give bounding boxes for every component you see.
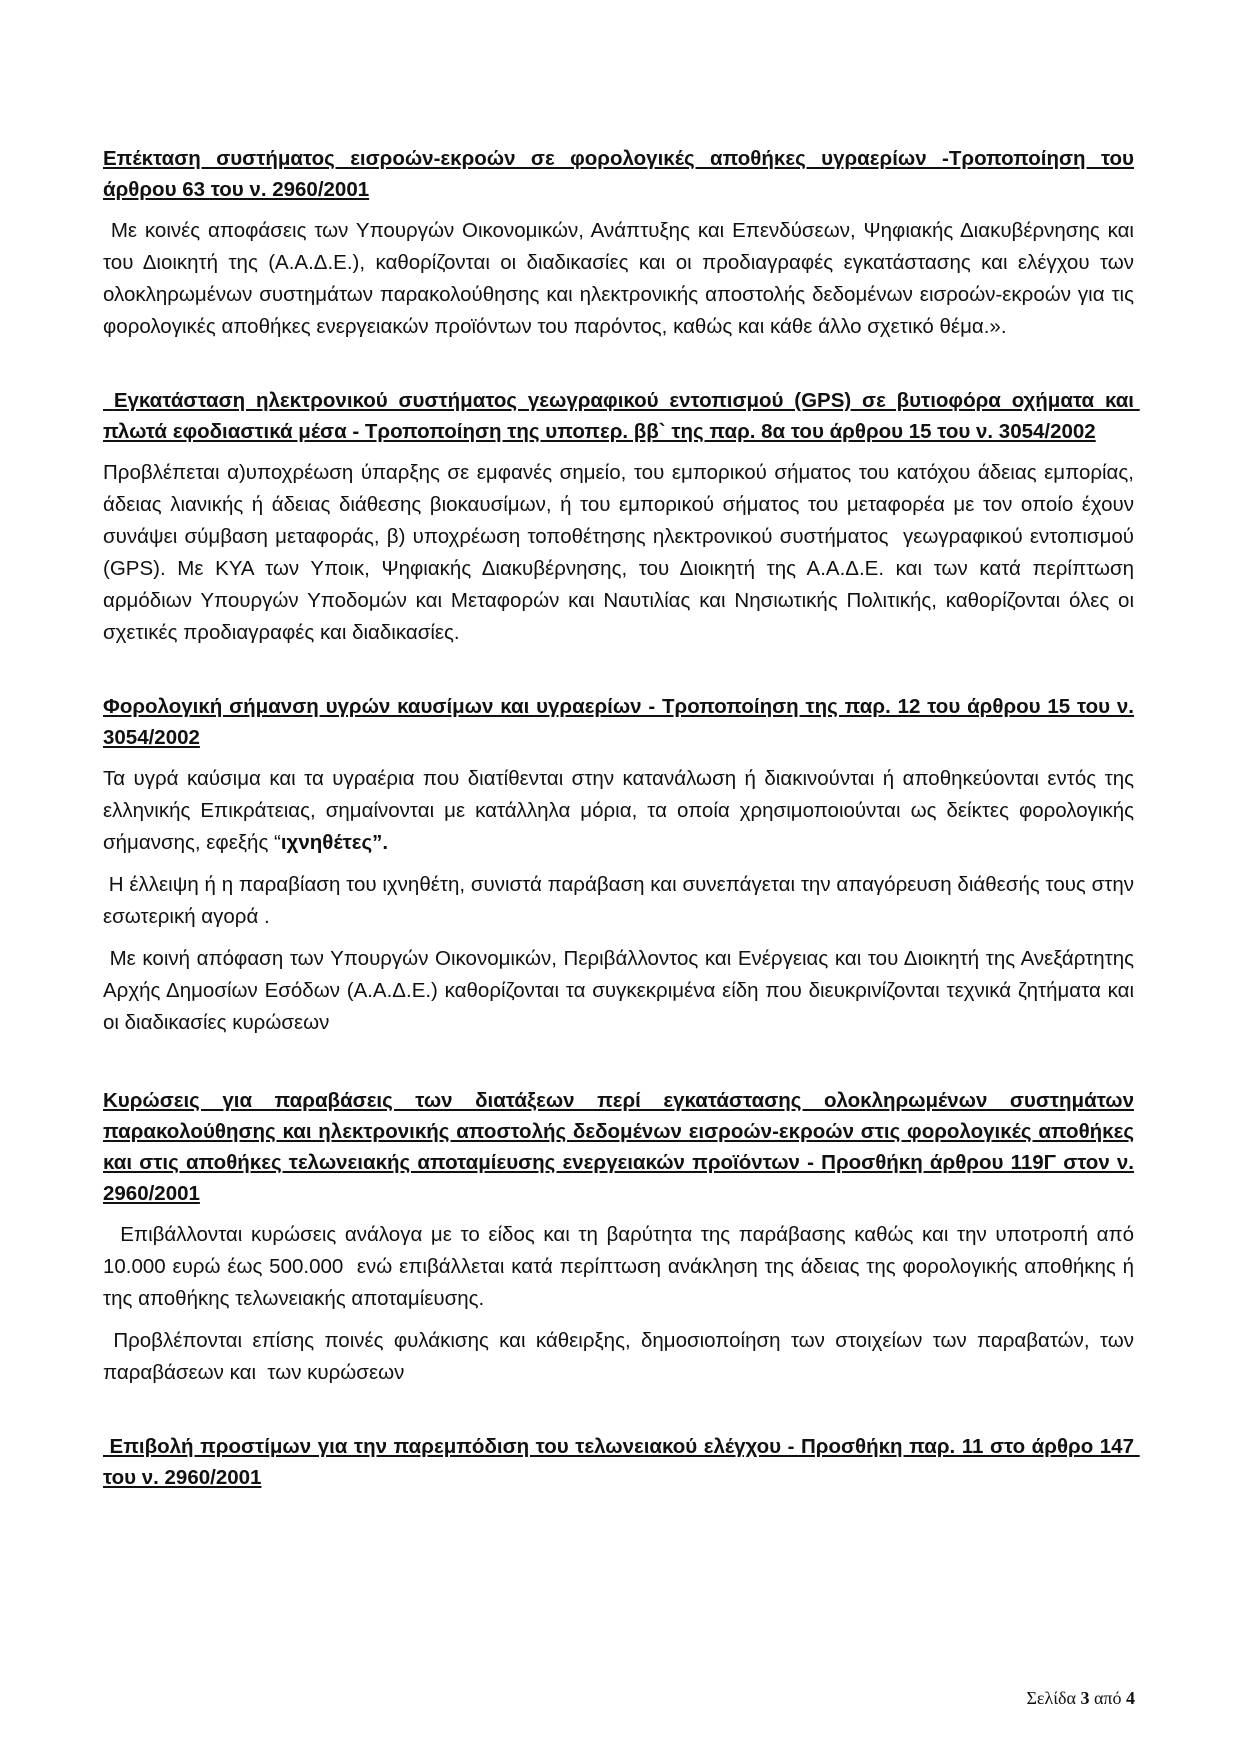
section-heading: Επέκταση συστήματος εισροών-εκροών σε φορολογικές αποθήκες υγραερίων -Τροποποίηση του άρθρου 63 του ν. 2960/2001 <box>103 147 1134 201</box>
paragraph-bold-term: ιχνηθέτες”. <box>280 831 389 854</box>
of-word: από <box>1093 1688 1122 1708</box>
section-paragraph: Με κοινές αποφάσεις των Υπουργών Οικονομικών, Ανάπτυξης και Επενδύσεων, Ψηφιακής Διακυβέρνησης και του Διοικητή της (Α.Α.Δ.Ε.), καθορίζονται οι διαδικασίες και οι προδιαγραφές εγκατάστασης και ελέγχου των ολοκληρωμένων συστημάτων παρακολούθησης και ηλεκτρονικής αποστολής δεδομένων εισροών-εκροών για τις φορολογικές αποθήκες ενεργειακών προϊόντων του παρόντος, καθώς και κάθε άλλο σχετικό θέμα.». <box>103 219 1140 338</box>
section-inflow-outflow-lpg <box>103 143 1140 343</box>
section-paragraph: Η έλλειψη ή η παραβίαση του ιχνηθέτη, συνιστά παράβαση και συνεπάγεται την απαγόρευση διάθεσής τους στην εσωτερική αγορά . <box>103 873 1140 928</box>
section-paragraph: Με κοινή απόφαση των Υπουργών Οικονομικών, Περιβάλλοντος και Ενέργειας και του Διοικητή της Ανεξάρτητης Αρχής Δημοσίων Εσόδων (Α.Α.Δ.Ε.) καθορίζονται τα συγκεκριμένα είδη που διευκρινίζονται τεχνικά ζητήματα και οι διαδικασίες κυρώσεων <box>103 947 1140 1034</box>
section-fuel-marking <box>103 691 1140 1039</box>
total-pages: 4 <box>1126 1688 1135 1708</box>
section-paragraph: Προβλέπονται επίσης ποινές φυλάκισης και κάθειρξης, δημοσιοποίηση των στοιχείων των παραβατών, των παραβάσεων και των κυρώσεων <box>103 1329 1140 1384</box>
page-footer <box>1026 1688 1135 1709</box>
page-word: Σελίδα <box>1026 1688 1076 1708</box>
section-heading: Κυρώσεις για παραβάσεις των διατάξεων περί εγκατάστασης ολοκληρωμένων συστημάτων παρακολούθησης και ηλεκτρονικής αποστολής δεδομένων εισροών-εκροών στις φορολογικές αποθήκες και στις αποθήκες τελωνειακής αποταμίευσης ενεργειακών προϊόντων - Προσθήκη άρθρου 119Γ στον ν. 2960/2001 <box>103 1089 1134 1205</box>
section-paragraph: Επιβάλλονται κυρώσεις ανάλογα με το είδος και τη βαρύτητα της παράβασης καθώς και την υποτροπή από 10.000 ευρώ έως 500.000 ενώ επιβάλλεται κατά περίπτωση ανάκληση της άδειας της φορολογικής αποθήκης ή της αποθήκης τελωνειακής αποταμίευσης. <box>103 1223 1140 1310</box>
section-gps-tankers <box>103 385 1140 649</box>
section-heading: Επιβολή προστίμων για την παρεμπόδιση του τελωνειακού ελέγχου - Προσθήκη παρ. 11 στο άρθρο 147 του ν. 2960/2001 <box>103 1435 1140 1489</box>
section-paragraph: Προβλέπεται α)υποχρέωση ύπαρξης σε εμφανές σημείο, του εμπορικού σήματος του κατόχου άδειας εμπορίας, άδειας λιανικής ή άδειας διάθεσης βιοκαυσίμων, ή του εμπορικού σήματος του μεταφορέα με τον οποίο έχουν συνάψει σύμβαση μεταφοράς, β) υποχρέωση τοποθέτησης ηλεκτρονικού συστήματος γεωγραφικού εντοπισμού (GPS). Με ΚΥΑ των Υποικ, Ψηφιακής Διακυβέρνησης, του Διοικητή της Α.Α.Δ.Ε. και των κατά περίπτωση αρμόδιων Υπουργών Υποδομών και Μεταφορών και Ναυτιλίας και Νησιωτικής Πολιτικής, καθορίζονται όλες οι σχετικές προδιαγραφές και διαδικασίες. <box>103 461 1140 644</box>
section-heading: Εγκατάσταση ηλεκτρονικού συστήματος γεωγραφικού εντοπισμού (GPS) σε βυτιοφόρα οχήματα και πλωτά εφοδιαστικά μέσα - Τροποποίηση της υποπερ. ββ` της παρ. 8α του άρθρου 15 του ν. 3054/2002 <box>103 389 1140 443</box>
page-number: 3 <box>1080 1688 1090 1708</box>
section-penalties <box>103 1085 1140 1389</box>
paragraph-text: Τα υγρά καύσιμα και τα υγραέρια που διατίθενται στην κατανάλωση ή διακινούνται ή αποθηκεύονται εντός της ελληνικής Επικράτειας, σημαίνονται με κατάλληλα μόρια, τα οποία χρησιμοποιούνται ως δείκτες φορολογικής σήμανσης, εφεξής “ <box>103 767 1134 854</box>
section-customs-obstruction <box>103 1431 1140 1493</box>
section-paragraph <box>103 763 1134 859</box>
document-body <box>103 143 1140 1503</box>
section-heading: Φορολογική σήμανση υγρών καυσίμων και υγραερίων - Τροποποίηση της παρ. 12 του άρθρου 15 του ν. 3054/2002 <box>103 695 1134 749</box>
